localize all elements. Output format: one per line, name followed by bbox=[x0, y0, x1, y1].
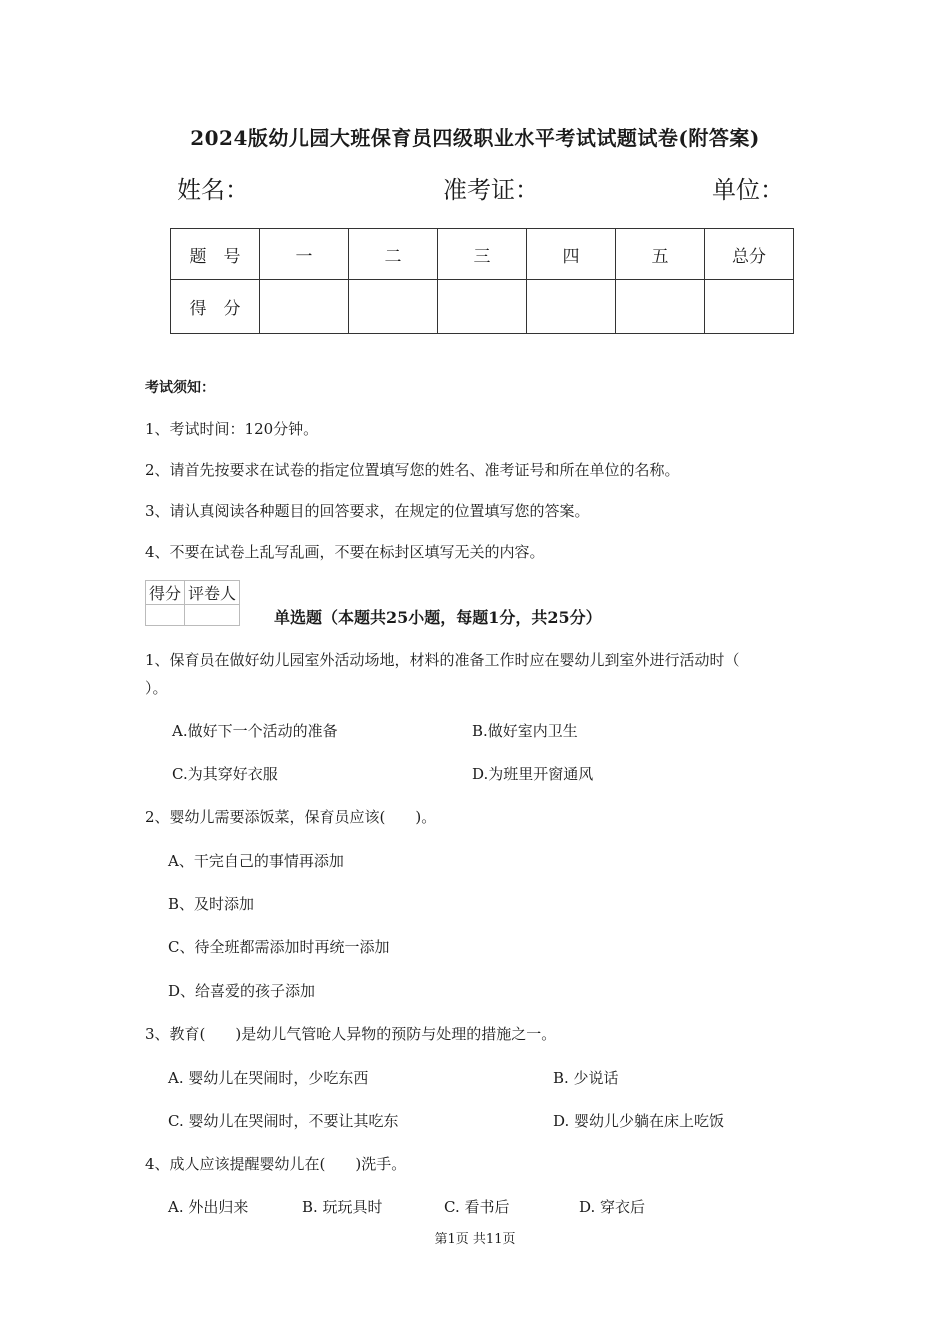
notice-heading: 考试须知： bbox=[145, 380, 215, 396]
header-cell-5: 五 bbox=[616, 229, 705, 280]
header-cell-4: 四 bbox=[527, 229, 616, 280]
question-4-option-b[interactable]: B. 玩玩具时 bbox=[302, 1198, 383, 1216]
notice-item: 1、考试时间：120分钟。 bbox=[145, 420, 319, 438]
score-row-label: 得 分 bbox=[171, 280, 260, 334]
section-title: 单选题（本题共25小题，每题1分，共25分） bbox=[274, 608, 602, 627]
unit-field-label: 单位： bbox=[712, 176, 784, 204]
score-cell[interactable] bbox=[705, 280, 794, 334]
score-cell[interactable] bbox=[349, 280, 438, 334]
score-cell[interactable] bbox=[527, 280, 616, 334]
question-2-option-d[interactable]: D、给喜爱的孩子添加 bbox=[168, 982, 316, 1000]
header-cell-2: 二 bbox=[349, 229, 438, 280]
question-2-stem: 2、婴幼儿需要添饭菜，保育员应该( )。 bbox=[145, 808, 437, 826]
notice-item: 2、请首先按要求在试卷的指定位置填写您的姓名、准考证号和所在单位的名称。 bbox=[145, 461, 680, 479]
question-3-option-a[interactable]: A. 婴幼儿在哭闹时，少吃东西 bbox=[168, 1069, 369, 1087]
header-cell-3: 三 bbox=[438, 229, 527, 280]
question-2-option-b[interactable]: B、及时添加 bbox=[168, 895, 255, 913]
score-table-score-row bbox=[171, 280, 794, 334]
score-table bbox=[170, 228, 794, 334]
grader-box bbox=[145, 580, 240, 626]
question-1-option-b[interactable]: B.做好室内卫生 bbox=[472, 722, 578, 740]
question-2-option-c[interactable]: C、待全班都需添加时再统一添加 bbox=[168, 938, 390, 956]
grader-name-cell[interactable] bbox=[185, 605, 240, 626]
score-cell[interactable] bbox=[616, 280, 705, 334]
grader-score-cell[interactable] bbox=[146, 605, 185, 626]
score-cell[interactable] bbox=[260, 280, 349, 334]
score-cell[interactable] bbox=[438, 280, 527, 334]
notice-item: 4、不要在试卷上乱写乱画，不要在标封区填写无关的内容。 bbox=[145, 543, 545, 561]
page-title: 2024版幼儿园大班保育员四级职业水平考试试题试卷(附答案) bbox=[190, 126, 760, 150]
page-footer: 第1页 共11页 bbox=[434, 1232, 516, 1247]
question-1-option-d[interactable]: D.为班里开窗通风 bbox=[472, 765, 594, 783]
question-4-option-c[interactable]: C. 看书后 bbox=[444, 1198, 510, 1216]
grader-name-label: 评卷人 bbox=[185, 581, 240, 605]
exam-id-field-label: 准考证： bbox=[443, 176, 539, 204]
question-1-stem-cont: ）。 bbox=[145, 679, 168, 697]
question-1-stem: 1、保育员在做好幼儿园室外活动场地，材料的准备工作时应在婴幼儿到室外进行活动时（ bbox=[145, 651, 740, 669]
question-4-option-a[interactable]: A. 外出归来 bbox=[168, 1198, 249, 1216]
question-3-option-c[interactable]: C. 婴幼儿在哭闹时，不要让其吃东 bbox=[168, 1112, 399, 1130]
question-1-option-a[interactable]: A.做好下一个活动的准备 bbox=[172, 722, 338, 740]
question-3-stem: 3、教育( )是幼儿气管呛人异物的预防与处理的措施之一。 bbox=[145, 1025, 557, 1043]
header-cell-label: 题 号 bbox=[171, 229, 260, 280]
question-3-option-b[interactable]: B. 少说话 bbox=[553, 1069, 619, 1087]
grader-score-label: 得分 bbox=[146, 581, 185, 605]
question-3-option-d[interactable]: D. 婴幼儿少躺在床上吃饭 bbox=[553, 1112, 725, 1130]
question-2-option-a[interactable]: A、干完自己的事情再添加 bbox=[168, 852, 344, 870]
score-table-header-row bbox=[171, 229, 794, 280]
question-4-option-d[interactable]: D. 穿衣后 bbox=[579, 1198, 646, 1216]
header-cell-total: 总分 bbox=[705, 229, 794, 280]
question-4-stem: 4、成人应该提醒婴幼儿在( )洗手。 bbox=[145, 1155, 407, 1173]
question-1-option-c[interactable]: C.为其穿好衣服 bbox=[172, 765, 278, 783]
header-cell-1: 一 bbox=[260, 229, 349, 280]
name-field-label: 姓名： bbox=[177, 176, 249, 204]
notice-item: 3、请认真阅读各种题目的回答要求，在规定的位置填写您的答案。 bbox=[145, 502, 590, 520]
